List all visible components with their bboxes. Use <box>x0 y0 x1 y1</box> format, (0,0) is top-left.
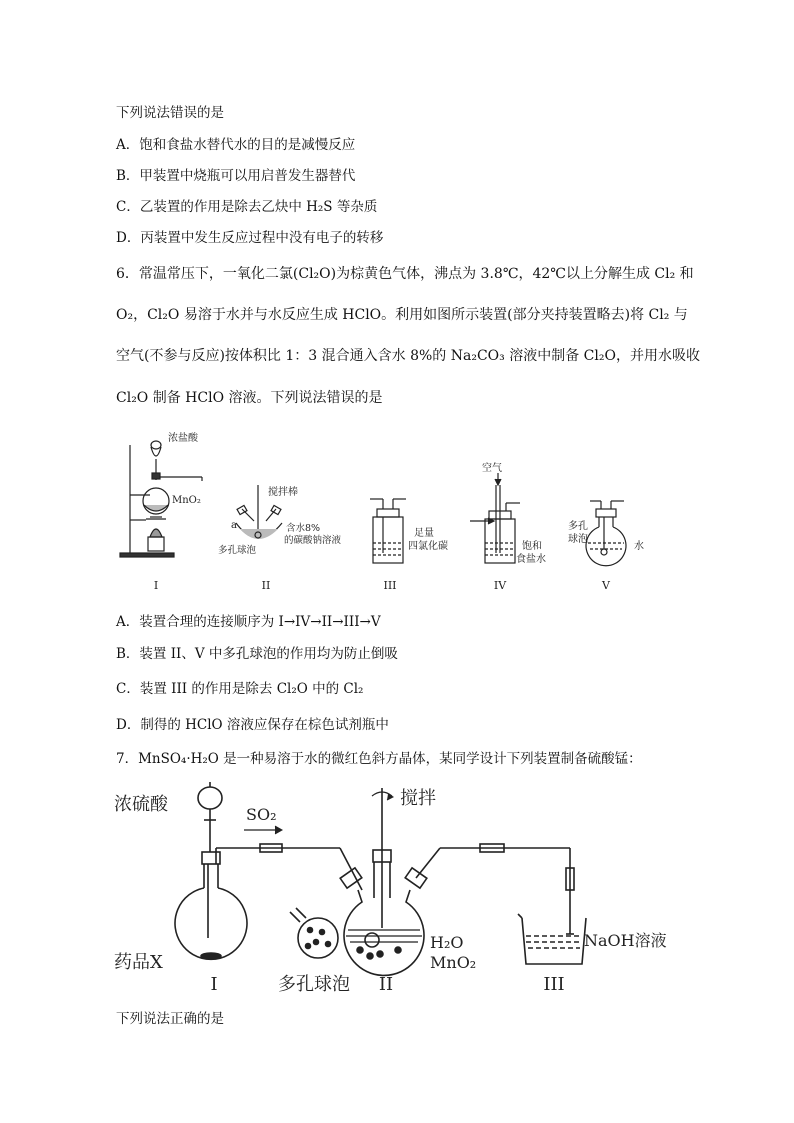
q5-option-d: D．丙装置中发生反应过程中没有电子的转移 <box>116 230 384 246</box>
caption-v: V <box>602 579 610 592</box>
q6-stem-line-1: 6．常温常压下，一氧化二氯(Cl₂O)为棕黄色气体，沸点为 3.8℃，42℃以上分解生成 Cl₂ 和 <box>116 266 694 282</box>
label-ccl4-2: 四氯化碳 <box>408 541 448 552</box>
label-brine-1: 饱和 <box>522 541 542 552</box>
label-air: 空气 <box>482 463 502 474</box>
apparatus-ii <box>218 485 342 592</box>
label-mno2-i: MnO₂ <box>172 495 201 506</box>
apparatus-i <box>120 431 202 592</box>
caption-iv: IV <box>493 579 507 592</box>
caption-ii: II <box>261 579 271 592</box>
apparatus-iv <box>470 461 546 592</box>
q7-apparatus-figure <box>110 778 690 1000</box>
apparatus-v <box>568 501 644 592</box>
q6-option-b: B．装置 II、V 中多孔球泡的作用均为防止倒吸 <box>116 646 398 662</box>
q6-apparatus-figure <box>110 425 700 595</box>
label-brine-2: 食盐水 <box>516 554 546 565</box>
q6-option-d: D．制得的 HClO 溶液应保存在棕色试剂瓶中 <box>116 717 389 733</box>
label-porous-ii: 多孔球泡 <box>218 545 257 556</box>
label-h2o: H₂O <box>430 933 464 952</box>
label-drug-x: 药品X <box>114 952 163 973</box>
label-porous-bulb: 多孔球泡 <box>278 974 350 995</box>
label-naoh: NaOH溶液 <box>584 931 667 950</box>
porous-bulb-illustration <box>278 908 350 995</box>
q7-stem: 7．MnSO₄·H₂O 是一种易溶于水的微红色斜方晶体，某同学设计下列装置制备硫酸锰： <box>116 751 642 767</box>
label-na2co3-1: 含水8% <box>286 523 321 534</box>
caption-q7-i: I <box>210 974 218 995</box>
q6-stem-line-4: Cl₂O 制备 HClO 溶液。下列说法错误的是 <box>116 390 383 406</box>
label-a: a <box>231 520 237 531</box>
q5-option-b: B．甲装置中烧瓶可以用启普发生器替代 <box>116 168 356 184</box>
label-so2: SO₂ <box>246 805 277 824</box>
caption-q7-iii: III <box>543 974 565 995</box>
flask-i <box>114 782 362 995</box>
q7-prompt: 下列说法正确的是 <box>116 1011 224 1027</box>
caption-q7-ii: II <box>378 974 394 995</box>
q6-stem-line-2: O₂，Cl₂O 易溶于水并与水反应生成 HClO。利用如图所示装置(部分夹持装置略去)将 Cl₂ 与 <box>116 307 688 323</box>
label-porous-v-2: 球泡 <box>568 534 588 545</box>
label-stirrer: 搅拌棒 <box>268 487 298 498</box>
label-conc-hcl: 浓盐酸 <box>168 433 198 444</box>
label-ccl4-1: 足量 <box>414 528 434 539</box>
label-mno2-q7: MnO₂ <box>430 953 477 972</box>
caption-i: I <box>153 579 159 592</box>
caption-iii: III <box>383 579 397 592</box>
label-porous-v-1: 多孔 <box>568 521 588 532</box>
label-water: 水 <box>634 541 644 552</box>
apparatus-iii <box>370 499 448 592</box>
beaker-iii <box>518 914 667 995</box>
q5-option-a: A．饱和食盐水替代水的目的是减慢反应 <box>116 137 356 153</box>
label-stir: 搅拌 <box>400 788 436 809</box>
label-conc-h2so4: 浓硫酸 <box>114 794 168 815</box>
label-na2co3-2: 的碳酸钠溶液 <box>284 535 342 546</box>
q5-option-c: C．乙装置的作用是除去乙炔中 H₂S 等杂质 <box>116 199 378 215</box>
q6-option-c: C．装置 III 的作用是除去 Cl₂O 中的 Cl₂ <box>116 681 364 697</box>
q5-prompt: 下列说法错误的是 <box>116 105 224 121</box>
q6-option-a: A．装置合理的连接顺序为 I→IV→II→III→V <box>116 614 381 630</box>
q6-stem-line-3: 空气(不参与反应)按体积比 1：3 混合通入含水 8%的 Na₂CO₃ 溶液中制备 Cl₂O，并用水吸收 <box>116 348 700 364</box>
